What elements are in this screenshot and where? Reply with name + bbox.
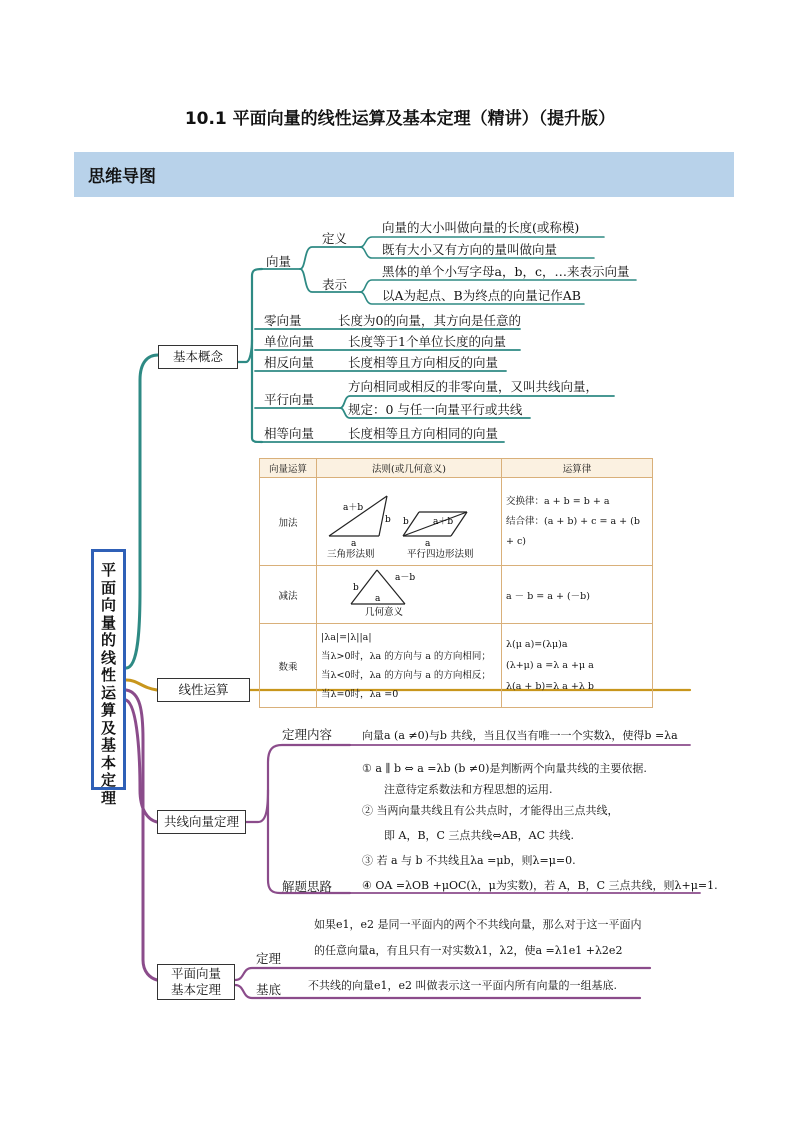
scalar-law: λ(μ a)=(λμ)a bbox=[506, 639, 568, 650]
caption-triangle-rule: 三角形法则 bbox=[327, 549, 375, 560]
basic-concepts-node: 基本概念 bbox=[158, 345, 238, 369]
fig-label: a bbox=[425, 539, 431, 549]
parallel-vector-desc-2: 规定：0 与任一向量平行或共线 bbox=[348, 402, 523, 417]
linear-operations-node: 线性运算 bbox=[157, 678, 250, 702]
table-row bbox=[260, 624, 653, 708]
fig-label: a＋b bbox=[433, 517, 454, 527]
fig-label: a bbox=[351, 539, 357, 549]
basis-theorem-line-1: 如果e1，e2 是同一平面内的两个不共线向量，那么对于这一平面内 bbox=[314, 918, 642, 931]
scalar-rule: 当λ>0时，λa 的方向与 a 的方向相同； bbox=[321, 650, 491, 662]
unit-vector-desc: 长度等于1个单位长度的向量 bbox=[348, 334, 506, 349]
commutative-law: 交换律：a + b = b + a bbox=[506, 495, 610, 507]
basis-theorem-label-2: 基本定理 bbox=[170, 982, 221, 997]
scalar-rule: 当λ<0时，λa 的方向与 a 的方向相反； bbox=[321, 669, 491, 681]
vector-node: 向量 bbox=[266, 254, 292, 269]
section-banner-label: 思维导图 bbox=[88, 167, 156, 187]
table-row bbox=[260, 478, 653, 566]
scalar-laws bbox=[502, 624, 653, 708]
root-topic: 平 面 向 量 的 线 性 运 算 及 基 本 定 理 bbox=[91, 549, 126, 790]
definition-item-2: 既有大小又有方向的量叫做向量 bbox=[382, 242, 558, 257]
fig-label: b bbox=[403, 517, 409, 527]
idea-item-2-note: 即 A，B，C 三点共线⇔AB，AC 共线. bbox=[384, 829, 575, 842]
scalar-law: λ(a + b)=λ a +λ b bbox=[506, 681, 594, 692]
subtraction-diagram bbox=[321, 568, 493, 618]
table-header: 法则(或几何意义) bbox=[317, 459, 502, 478]
fig-label: b bbox=[353, 583, 359, 593]
collinear-theorem-node: 共线向量定理 bbox=[157, 810, 246, 834]
table-header: 运算律 bbox=[502, 459, 653, 478]
page-title: 10.1 平面向量的线性运算及基本定理（精讲）（提升版） bbox=[184, 109, 616, 129]
caption-geometric-meaning: 几何意义 bbox=[365, 607, 404, 618]
zero-vector-node: 零向量 bbox=[264, 313, 302, 328]
basis-label: 基底 bbox=[256, 982, 282, 997]
addition-laws bbox=[502, 478, 653, 566]
addition-diagram bbox=[321, 480, 493, 560]
scalar-rules bbox=[317, 624, 502, 708]
unit-vector-node: 单位向量 bbox=[264, 334, 315, 349]
opposite-vector-node: 相反向量 bbox=[264, 355, 315, 370]
notation-item-1: 黑体的单个小写字母a，b，c，…来表示向量 bbox=[382, 264, 630, 279]
idea-item-1: ① a ∥ b ⇔ a =λb (b ≠0)是判断两个向量共线的主要依据. bbox=[362, 762, 647, 775]
notation-item-2: 以A为起点、B为终点的向量记作AB bbox=[382, 288, 581, 303]
table-header: 向量运算 bbox=[260, 459, 317, 478]
subtraction-figure-cell bbox=[317, 566, 502, 624]
scalar-rule: 当λ=0时，λa =0 bbox=[321, 688, 399, 700]
fig-label: b bbox=[385, 515, 391, 525]
equal-vector-node: 相等向量 bbox=[264, 426, 315, 441]
basis-theorem-label: 定理 bbox=[256, 951, 282, 966]
notation-node: 表示 bbox=[322, 277, 348, 292]
subtraction-law: a － b = a + (－b) bbox=[502, 566, 653, 624]
addition-name: 加法 bbox=[260, 478, 317, 566]
addition-figure-cell bbox=[317, 478, 502, 566]
definition-item-1: 向量的大小叫做向量的长度(或称模) bbox=[382, 220, 580, 235]
fig-label: a＋b bbox=[343, 503, 364, 513]
solution-ideas-node: 解题思路 bbox=[282, 879, 333, 894]
zero-vector-desc: 长度为0的向量，其方向是任意的 bbox=[338, 313, 521, 328]
equal-vector-desc: 长度相等且方向相同的向量 bbox=[348, 426, 499, 441]
table-row bbox=[260, 566, 653, 624]
scalar-law: (λ+μ) a =λ a +μ a bbox=[506, 660, 594, 671]
idea-item-3: ③ 若 a 与 b 不共线且λa =μb，则λ=μ=0. bbox=[362, 854, 576, 867]
basis-text: 不共线的向量e1，e2 叫做表示这一平面内所有向量的一组基底. bbox=[308, 979, 618, 992]
linear-operations-table bbox=[259, 458, 653, 708]
collinear-theorem-text: 向量a (a ≠0)与b 共线，当且仅当有唯一一个实数λ，使得b =λa bbox=[362, 729, 678, 742]
basis-theorem-node bbox=[157, 964, 235, 1000]
caption-parallelogram-rule: 平行四边形法则 bbox=[407, 549, 474, 560]
parallel-vector-desc-1: 方向相同或相反的非零向量，又叫共线向量， bbox=[348, 379, 599, 394]
idea-item-4: ④ OA =λOB +μOC(λ，μ为实数)，若 A，B，C 三点共线，则λ+μ=1. bbox=[362, 879, 718, 892]
opposite-vector-desc: 长度相等且方向相反的向量 bbox=[348, 355, 499, 370]
idea-item-2: ② 当两向量共线且有公共点时，才能得出三点共线， bbox=[362, 804, 619, 817]
parallel-vector-node: 平行向量 bbox=[264, 392, 315, 407]
associative-law: 结合律：(a + b) + c = a + (b + c) bbox=[506, 515, 640, 547]
subtraction-name: 减法 bbox=[260, 566, 317, 624]
definition-node: 定义 bbox=[322, 231, 348, 246]
fig-label: a bbox=[375, 594, 381, 604]
basis-theorem-line-2: 的任意向量a，有且只有一对实数λ1，λ2，使a =λ1e1 +λ2e2 bbox=[314, 944, 623, 957]
basis-theorem-label-1: 平面向量 bbox=[170, 966, 221, 981]
idea-item-1-note: 注意待定系数法和方程思想的运用. bbox=[384, 783, 553, 796]
scalar-name: 数乘 bbox=[260, 624, 317, 708]
fig-label: a－b bbox=[395, 573, 416, 583]
theorem-content-node: 定理内容 bbox=[282, 727, 333, 742]
scalar-rule: |λa|=|λ||a| bbox=[321, 631, 372, 643]
